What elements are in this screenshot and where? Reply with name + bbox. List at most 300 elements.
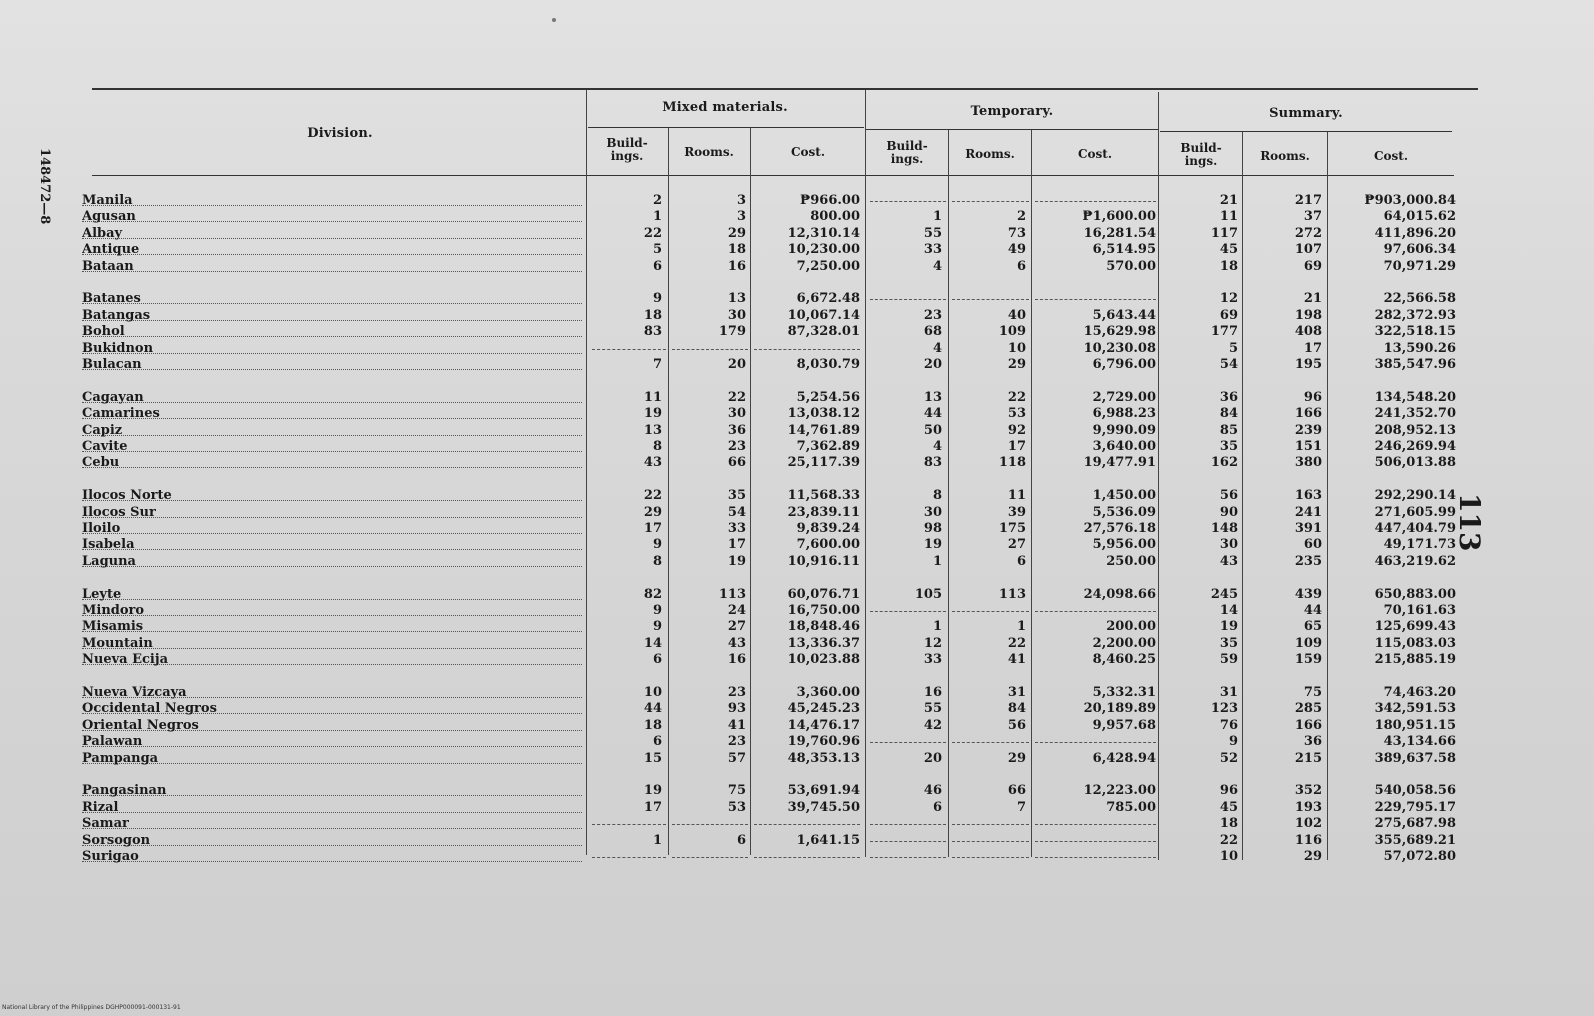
division-label: Bohol (82, 324, 125, 340)
mixed-buildings-cell: 17 (643, 799, 662, 815)
table-row (0, 783, 1594, 799)
temporary-buildings-cell: 6 (932, 799, 942, 815)
mixed-rooms-cell: 113 (718, 586, 746, 602)
table-row (0, 685, 1594, 701)
leader-dots (82, 467, 582, 468)
division-label: Antique (82, 242, 140, 258)
summary-cost-cell: 322,518.15 (1374, 324, 1456, 340)
summary-cost-cell: 271,605.99 (1374, 504, 1456, 520)
mixed-header-rule (588, 127, 864, 128)
division-label: Iloilo (82, 521, 121, 536)
table-row (0, 701, 1594, 717)
division-label: Pampanga (82, 750, 159, 766)
summary-buildings-cell: 35 (1219, 439, 1238, 454)
summary-cost-cell: 49,171.73 (1383, 537, 1456, 553)
mixed-buildings-cell: 19 (643, 406, 662, 422)
summary-header: Summary. (1269, 106, 1343, 121)
temporary-buildings-cell: 33 (923, 242, 942, 258)
division-label: Sorsogon (82, 832, 151, 848)
temporary-buildings-cell: 42 (923, 717, 942, 733)
empty-cell-dash (952, 841, 1029, 842)
temporary-rooms-cell: 73 (1007, 225, 1026, 241)
table-row (0, 521, 1594, 537)
mixed-buildings-cell: 22 (643, 225, 662, 241)
leader-dots (82, 353, 582, 354)
leader-dots (82, 271, 582, 272)
division-label: Cagayan (82, 389, 144, 405)
summary-buildings-cell: 45 (1219, 799, 1238, 815)
summary-cost-cell: 275,687.98 (1374, 816, 1456, 832)
empty-cell-dash (870, 841, 946, 842)
mixed-cost-cell: 16,750.00 (787, 603, 860, 618)
table-row (0, 193, 1594, 209)
summary-cost-cell: 389,637.58 (1374, 750, 1456, 766)
mixed-rooms-cell: 16 (727, 258, 746, 274)
temporary-cost-cell: 9,957.68 (1092, 717, 1156, 733)
temporary-cost-cell: 2,729.00 (1092, 389, 1156, 405)
division-label: Mindoro (82, 603, 145, 618)
summary-cost-cell: 57,072.80 (1383, 849, 1456, 864)
division-label: Laguna (82, 553, 136, 569)
table-row (0, 587, 1594, 603)
temporary-buildings-cell: 1 (932, 619, 942, 635)
mixed-cost-cell: 13,336.37 (787, 635, 860, 651)
summary-rooms-cell: 217 (1294, 193, 1322, 208)
summary-rooms-cell: 193 (1294, 799, 1322, 815)
division-name (82, 341, 582, 357)
summary-buildings-cell: 177 (1210, 324, 1238, 340)
temporary-buildings-cell: 83 (923, 455, 942, 471)
mixed-rooms-cell: 6 (736, 832, 746, 848)
mixed-buildings-cell: 29 (643, 504, 662, 520)
mixed-cost-cell: 13,038.12 (787, 406, 860, 422)
mixed-cost-cell: 10,230.00 (787, 242, 860, 258)
division-name (82, 193, 582, 209)
summary-rooms-cell: 195 (1294, 357, 1322, 372)
mixed-buildings-cell: 2 (652, 193, 662, 208)
summary-buildings-cell: 123 (1210, 701, 1238, 717)
summary-rooms-cell: 215 (1294, 750, 1322, 766)
temporary-buildings-cell: 13 (923, 389, 942, 405)
summary-rooms-cell: 166 (1294, 406, 1322, 422)
table-row (0, 455, 1594, 471)
division-label: Cebu (82, 455, 120, 471)
mixed-buildings-cell: 15 (643, 750, 662, 766)
leader-dots (82, 221, 582, 222)
table-row (0, 226, 1594, 242)
temporary-rooms-cell: 1 (1016, 619, 1026, 635)
temporary-rooms-cell: 31 (1007, 685, 1026, 700)
temporary-cost-header: Cost. (1077, 147, 1113, 161)
mixed-cost-header: Cost. (790, 145, 826, 159)
empty-cell-dash (672, 349, 748, 350)
table-row (0, 734, 1594, 750)
mixed-rooms-cell: 179 (718, 324, 746, 340)
summary-rooms-cell: 285 (1294, 701, 1322, 717)
mixed-cost-cell: 7,362.89 (796, 439, 860, 454)
empty-cell-dash (754, 857, 860, 858)
summary-rooms-cell: 116 (1294, 832, 1322, 848)
division-name (82, 800, 582, 816)
mixed-cost-cell: 3,360.00 (796, 685, 860, 700)
summary-rooms-cell: 198 (1294, 307, 1322, 323)
empty-cell-dash (1035, 611, 1156, 612)
mixed-rooms-cell: 66 (727, 455, 746, 471)
summary-buildings-cell: 84 (1219, 406, 1238, 422)
mixed-rooms-cell: 30 (727, 406, 746, 422)
summary-rooms-cell: 75 (1303, 685, 1322, 700)
temporary-rooms-cell: 17 (1007, 439, 1026, 454)
temporary-rooms-cell: 27 (1007, 537, 1026, 553)
temporary-cost-cell: 20,189.89 (1083, 701, 1156, 717)
mixed-cost-cell: 11,568.33 (787, 488, 860, 504)
empty-cell-dash (952, 299, 1029, 300)
mixed-cost-cell: 39,745.50 (787, 799, 860, 815)
mixed-buildings-cell: 13 (643, 422, 662, 438)
division-name (82, 324, 582, 340)
division-name (82, 816, 582, 832)
division-name (82, 849, 582, 865)
summary-cost-cell: 208,952.13 (1374, 422, 1456, 438)
empty-cell-dash (870, 201, 946, 202)
division-label: Bukidnon (82, 340, 154, 356)
summary-buildings-cell: 22 (1219, 832, 1238, 848)
mixed-cost-cell: 10,023.88 (787, 652, 860, 668)
summary-rooms-cell: 29 (1303, 849, 1322, 864)
mixed-cost-cell: 60,076.71 (787, 586, 860, 602)
table-row (0, 357, 1594, 373)
temporary-buildings-cell: 16 (923, 685, 942, 700)
summary-buildings-cell: 96 (1219, 783, 1238, 799)
table-top-rule (92, 88, 1478, 90)
summary-rooms-cell: 391 (1294, 521, 1322, 536)
temporary-cost-cell: 785.00 (1106, 799, 1156, 815)
empty-cell-dash (592, 857, 666, 858)
summary-buildings-cell: 18 (1219, 816, 1238, 832)
temporary-cost-cell: 570.00 (1106, 258, 1156, 274)
leader-dots (82, 812, 582, 813)
division-label: Ilocos Sur (82, 504, 156, 520)
division-name (82, 554, 582, 570)
division-name (82, 357, 582, 373)
empty-cell-dash (952, 611, 1029, 612)
mixed-rooms-cell: 36 (727, 422, 746, 438)
empty-cell-dash (672, 824, 748, 825)
summary-cost-cell: 215,885.19 (1374, 652, 1456, 668)
division-name (82, 701, 582, 717)
summary-buildings-cell: 12 (1219, 291, 1238, 307)
leader-dots (82, 615, 582, 616)
summary-buildings-cell: 148 (1210, 521, 1238, 536)
division-label: Misamis (82, 619, 144, 635)
mixed-rooms-cell: 23 (727, 685, 746, 700)
mixed-rooms-cell: 30 (727, 307, 746, 323)
summary-buildings-cell: 18 (1219, 258, 1238, 274)
mixed-rooms-cell: 23 (727, 439, 746, 454)
empty-cell-dash (1035, 841, 1156, 842)
mixed-rooms-header: Rooms. (684, 145, 734, 159)
buildings-label: Build- ings. (606, 136, 648, 163)
mixed-cost-cell: 18,848.46 (787, 619, 860, 635)
temporary-cost-cell: 5,536.09 (1092, 504, 1156, 520)
summary-rooms-cell: 107 (1294, 242, 1322, 258)
division-label: Manila (82, 193, 133, 208)
buildings-label: Build- ings. (1180, 141, 1222, 168)
summary-cost-cell: 447,404.79 (1374, 521, 1456, 536)
summary-buildings-cell: 117 (1210, 225, 1238, 241)
summary-cost-cell: 97,606.34 (1383, 242, 1456, 258)
summary-buildings-cell: 9 (1228, 734, 1238, 750)
mixed-cost-cell: 6,672.48 (796, 291, 860, 307)
temporary-cost-cell: 3,640.00 (1092, 439, 1156, 454)
mixed-buildings-cell: 8 (652, 553, 662, 569)
mixed-cost-cell: 48,353.13 (787, 750, 860, 766)
leader-dots (82, 631, 582, 632)
division-label: Cavite (82, 439, 128, 454)
mixed-cost-cell: 8,030.79 (796, 357, 860, 372)
division-label: Mountain (82, 635, 153, 651)
table-row (0, 554, 1594, 570)
mixed-cost-cell: 12,310.14 (787, 225, 860, 241)
mixed-cost-cell: 10,067.14 (787, 307, 860, 323)
temporary-cost-cell: 5,332.31 (1092, 685, 1156, 700)
summary-rooms-cell: 235 (1294, 553, 1322, 569)
leader-dots (82, 435, 582, 436)
temporary-rooms-cell: 109 (998, 324, 1026, 340)
mixed-rooms-cell: 27 (727, 619, 746, 635)
empty-cell-dash (1035, 299, 1156, 300)
temporary-rooms-header: Rooms. (965, 147, 1015, 161)
temporary-cost-cell: 9,990.09 (1092, 422, 1156, 438)
temporary-cost-cell: 24,098.66 (1083, 586, 1156, 602)
page-number: 113 (1453, 493, 1486, 552)
summary-cost-cell: 463,219.62 (1374, 553, 1456, 569)
summary-rooms-cell: 37 (1303, 209, 1322, 225)
temporary-rooms-cell: 118 (998, 455, 1026, 471)
mixed-cost-cell: 87,328.01 (787, 324, 860, 340)
division-name (82, 685, 582, 701)
temporary-cost-cell: 200.00 (1106, 619, 1156, 635)
mixed-buildings-cell: 19 (643, 783, 662, 799)
division-label: Samar (82, 816, 129, 832)
division-name (82, 783, 582, 799)
temporary-rooms-cell: 53 (1007, 406, 1026, 422)
summary-buildings-cell: 5 (1228, 340, 1238, 356)
summary-buildings-cell: 59 (1219, 652, 1238, 668)
temporary-buildings-cell: 98 (923, 521, 942, 536)
mixed-cost-cell: 19,760.96 (787, 734, 860, 750)
mixed-buildings-cell: 1 (652, 209, 662, 225)
table-row (0, 423, 1594, 439)
temporary-buildings-cell: 4 (932, 439, 942, 454)
summary-buildings-cell: 54 (1219, 357, 1238, 372)
summary-rooms-cell: 65 (1303, 619, 1322, 635)
empty-cell-dash (1035, 201, 1156, 202)
division-name (82, 242, 582, 258)
scan-credit: National Library of the Philippines DGHP000091-000131-91 (2, 1004, 181, 1011)
mixed-buildings-cell: 8 (652, 439, 662, 454)
temporary-cost-cell: 6,988.23 (1092, 406, 1156, 422)
buildings-label: Build- ings. (886, 139, 928, 166)
division-name (82, 439, 582, 455)
summary-cost-cell: 64,015.62 (1383, 209, 1456, 225)
summary-cost-cell: 74,463.20 (1383, 685, 1456, 700)
summary-cost-cell: 506,013.88 (1374, 455, 1456, 471)
temporary-buildings-cell: 4 (932, 258, 942, 274)
summary-rooms-cell: 21 (1303, 291, 1322, 307)
mixed-rooms-cell: 20 (727, 357, 746, 372)
summary-rooms-cell: 17 (1303, 340, 1322, 356)
temporary-buildings-cell: 19 (923, 537, 942, 553)
leader-dots (82, 599, 582, 600)
table-row (0, 833, 1594, 849)
summary-cost-cell: ₱903,000.84 (1364, 193, 1456, 208)
mixed-cost-cell: 7,600.00 (796, 537, 860, 553)
mixed-rooms-cell: 57 (727, 750, 746, 766)
division-label: Palawan (82, 734, 143, 750)
summary-cost-cell: 115,083.03 (1374, 635, 1456, 651)
summary-cost-cell: 355,689.21 (1374, 832, 1456, 848)
temporary-buildings-cell: 55 (923, 225, 942, 241)
mixed-cost-cell: 800.00 (810, 209, 860, 225)
summary-rooms-cell: 102 (1294, 816, 1322, 832)
temporary-cost-cell: 5,643.44 (1092, 307, 1156, 323)
table-row (0, 291, 1594, 307)
mixed-cost-cell: 7,250.00 (796, 258, 860, 274)
temporary-cost-cell: 10,230.08 (1083, 340, 1156, 356)
empty-cell-dash (592, 824, 666, 825)
empty-cell-dash (952, 857, 1029, 858)
summary-buildings-cell: 30 (1219, 537, 1238, 553)
leader-dots (82, 402, 582, 403)
temporary-rooms-cell: 113 (998, 586, 1026, 602)
division-name (82, 521, 582, 537)
temporary-rooms-cell: 40 (1007, 307, 1026, 323)
summary-cost-cell: 70,971.29 (1383, 258, 1456, 274)
division-name (82, 603, 582, 619)
temporary-cost-cell: 19,477.91 (1083, 455, 1156, 471)
summary-buildings-cell: 31 (1219, 685, 1238, 700)
division-name (82, 390, 582, 406)
division-label: Ilocos Norte (82, 488, 172, 504)
temporary-cost-cell: 8,460.25 (1092, 652, 1156, 668)
summary-buildings-cell: 45 (1219, 242, 1238, 258)
temporary-rooms-cell: 7 (1016, 799, 1026, 815)
summary-buildings-cell: 76 (1219, 717, 1238, 733)
temporary-cost-cell: 16,281.54 (1083, 225, 1156, 241)
division-label: Capiz (82, 422, 123, 438)
division-label: Oriental Negros (82, 717, 199, 733)
summary-buildings-cell: 21 (1219, 193, 1238, 208)
empty-cell-dash (1035, 857, 1156, 858)
temporary-buildings-cell: 50 (923, 422, 942, 438)
temporary-cost-cell: 250.00 (1106, 553, 1156, 569)
table-row (0, 537, 1594, 553)
mixed-cost-cell: 45,245.23 (787, 701, 860, 717)
mixed-rooms-cell: 17 (727, 537, 746, 553)
division-name (82, 833, 582, 849)
temporary-buildings-cell: 55 (923, 701, 942, 717)
temporary-cost-cell: ₱1,600.00 (1082, 209, 1156, 225)
temporary-rooms-cell: 29 (1007, 750, 1026, 766)
temporary-buildings-cell: 30 (923, 504, 942, 520)
temporary-buildings-cell: 4 (932, 340, 942, 356)
summary-buildings-cell: 11 (1219, 209, 1238, 225)
empty-cell-dash (870, 299, 946, 300)
temporary-cost-cell: 6,796.00 (1092, 357, 1156, 372)
summary-cost-cell: 385,547.96 (1374, 357, 1456, 372)
table-row (0, 341, 1594, 357)
table-row (0, 259, 1594, 275)
summary-cost-cell: 134,548.20 (1374, 389, 1456, 405)
temporary-buildings-cell: 12 (923, 635, 942, 651)
mixed-cost-cell: 1,641.15 (796, 832, 860, 848)
summary-rooms-cell: 60 (1303, 537, 1322, 553)
temporary-buildings-cell: 44 (923, 406, 942, 422)
summary-buildings-cell: 245 (1210, 586, 1238, 602)
summary-buildings-cell: 35 (1219, 635, 1238, 651)
division-name (82, 718, 582, 734)
temporary-rooms-cell: 92 (1007, 422, 1026, 438)
temporary-cost-cell: 2,200.00 (1092, 635, 1156, 651)
mixed-buildings-cell: 18 (643, 717, 662, 733)
division-label: Batangas (82, 307, 151, 323)
mixed-materials-header: Mixed materials. (662, 100, 788, 115)
table-row (0, 849, 1594, 865)
mixed-buildings-cell: 18 (643, 307, 662, 323)
mixed-buildings-cell: 44 (643, 701, 662, 717)
summary-buildings-cell: 43 (1219, 553, 1238, 569)
summary-rooms-cell: 439 (1294, 586, 1322, 602)
summary-cost-cell: 292,290.14 (1374, 488, 1456, 504)
mixed-rooms-cell: 13 (727, 291, 746, 307)
summary-rooms-cell: 96 (1303, 389, 1322, 405)
division-label: Batanes (82, 291, 141, 307)
leader-dots (82, 369, 582, 370)
table-row (0, 406, 1594, 422)
temporary-buildings-cell: 1 (932, 553, 942, 569)
mixed-rooms-cell: 19 (727, 553, 746, 569)
empty-cell-dash (870, 611, 946, 612)
temporary-buildings-cell: 46 (923, 783, 942, 799)
leader-dots (82, 533, 582, 534)
division-label: Leyte (82, 586, 122, 602)
division-label: Isabela (82, 537, 135, 553)
summary-buildings-cell: 19 (1219, 619, 1238, 635)
summary-cost-cell: 22,566.58 (1383, 291, 1456, 307)
summary-cost-cell: 342,591.53 (1374, 701, 1456, 717)
mixed-cost-cell: 14,761.89 (787, 422, 860, 438)
empty-cell-dash (952, 201, 1029, 202)
summary-cost-cell: 246,269.94 (1374, 439, 1456, 454)
empty-cell-dash (672, 857, 748, 858)
temporary-cost-cell: 12,223.00 (1083, 783, 1156, 799)
table-row (0, 718, 1594, 734)
mixed-cost-cell: ₱966.00 (799, 193, 860, 208)
temporary-cost-cell: 5,956.00 (1092, 537, 1156, 553)
mixed-buildings-cell: 43 (643, 455, 662, 471)
division-name (82, 751, 582, 767)
temporary-cost-cell: 27,576.18 (1083, 521, 1156, 536)
mixed-cost-cell: 14,476.17 (787, 717, 860, 733)
mixed-cost-cell: 10,916.11 (787, 553, 860, 569)
mixed-buildings-cell: 82 (643, 586, 662, 602)
division-header: Division. (307, 126, 373, 141)
division-name (82, 734, 582, 750)
mixed-rooms-cell: 18 (727, 242, 746, 258)
summary-cost-cell: 43,134.66 (1383, 734, 1456, 750)
summary-rooms-cell: 408 (1294, 324, 1322, 340)
